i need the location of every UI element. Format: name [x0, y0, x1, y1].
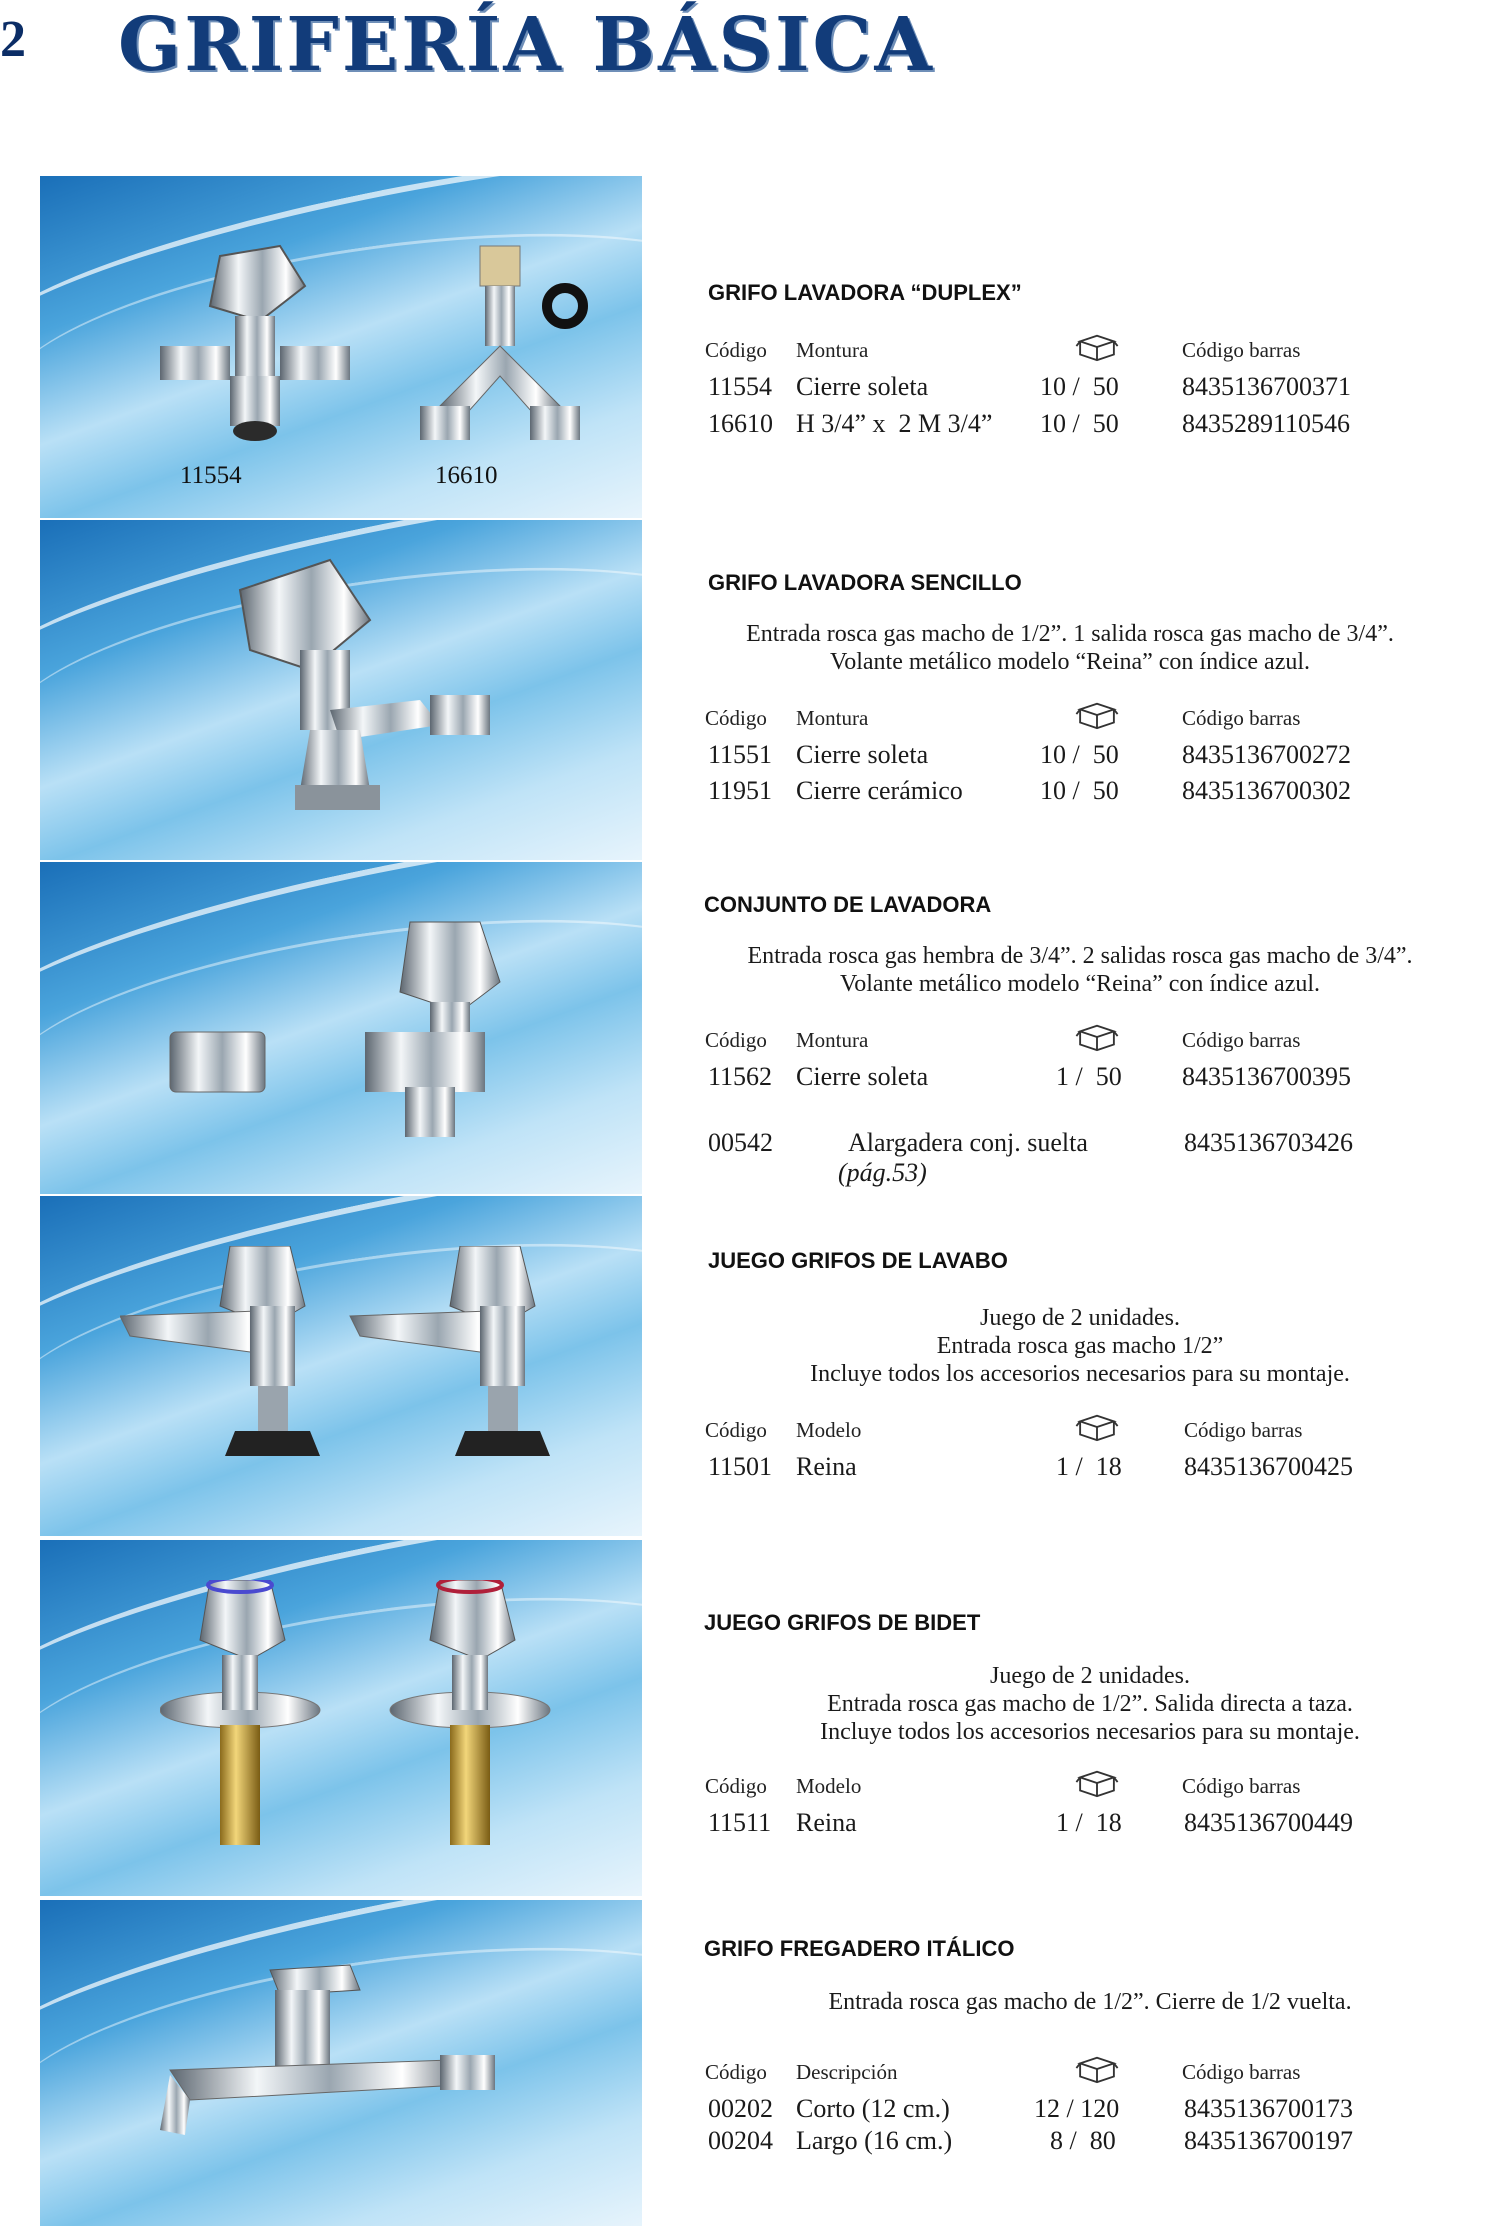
photo-label-16610: 16610 [435, 462, 498, 489]
col-header-barcode: Código barras [1182, 706, 1301, 730]
desc-line: Juego de 2 unidades. [990, 1663, 1190, 1689]
row-pack: 1 / 50 [1056, 1062, 1122, 1091]
row-pack: 10 / 50 [1040, 740, 1119, 769]
row-desc: H 3/4” x 2 M 3/4” [796, 409, 993, 438]
section-title: GRIFO LAVADORA “DUPLEX” [708, 280, 1022, 305]
product-photo-lavabo [40, 1196, 642, 1536]
desc-line: Entrada rosca gas macho de 1/2”. Salida directa a taza. [827, 1691, 1353, 1717]
duplex-tap-image [140, 226, 640, 486]
col-header-descripcion: Descripción [796, 2060, 898, 2084]
col-header-modelo: Modelo [796, 1774, 862, 1798]
row-code: 00202 [708, 2094, 773, 2123]
box-package-icon [1075, 1022, 1119, 1052]
col-header-barcode: Código barras [1182, 1028, 1301, 1052]
box-package-icon [1075, 332, 1119, 362]
product-photo-fregadero [40, 1900, 642, 2226]
row-barcode: 8435136700425 [1184, 1452, 1353, 1481]
row-code: 11511 [708, 1808, 772, 1837]
row-desc: Corto (12 cm.) [796, 2094, 950, 2123]
col-header-code: Código [705, 1418, 767, 1442]
section-bidet [40, 1540, 1480, 1896]
col-header-code: Código [705, 1028, 767, 1052]
col-header-barcode: Código barras [1184, 1418, 1303, 1442]
section-title: JUEGO GRIFOS DE BIDET [704, 1610, 981, 1635]
row-pack: 1 / 18 [1056, 1808, 1122, 1837]
desc-line: Entrada rosca gas macho de 1/2”. 1 salida rosca gas macho de 3/4”. [746, 621, 1394, 647]
desc-line: Volante metálico modelo “Reina” con índice azul. [839, 971, 1321, 997]
desc-line: Volante metálico modelo “Reina” con índice azul. [829, 649, 1311, 675]
row-code: 11551 [708, 740, 773, 769]
box-package-icon [1075, 1412, 1119, 1442]
product-photo-conjunto [40, 862, 642, 1194]
col-header-code: Código [705, 338, 767, 362]
box-package-icon [1075, 700, 1119, 730]
row-desc: Cierre cerámico [796, 776, 963, 805]
section-conjunto-lavadora [40, 862, 1480, 1194]
row-desc: Cierre soleta [796, 740, 929, 769]
row-barcode: 8435136700272 [1182, 740, 1351, 769]
row-desc: Cierre soleta [796, 1062, 929, 1091]
product-photo-sencillo [40, 520, 642, 860]
box-package-icon [1075, 2054, 1119, 2084]
row-barcode: 8435136700395 [1182, 1062, 1351, 1091]
row-pack: 10 / 50 [1040, 776, 1119, 805]
sencillo-tap-image [220, 550, 580, 830]
row-code: 11951 [708, 776, 773, 805]
col-header-modelo: Modelo [796, 1418, 862, 1442]
col-header-code: Código [705, 1774, 767, 1798]
desc-line: Incluye todos los accesorios necesarios para su montaje. [820, 1719, 1360, 1745]
section-description [660, 1304, 1500, 1388]
section-lavadora-sencillo [40, 520, 1480, 860]
section-description [660, 942, 1500, 998]
desc-line: Juego de 2 unidades. [980, 1305, 1180, 1331]
section-title: GRIFO FREGADERO ITÁLICO [704, 1936, 1015, 1961]
row-barcode: 8435136700371 [1182, 372, 1351, 401]
conjunto-tap-image [150, 902, 570, 1172]
section-title: CONJUNTO DE LAVADORA [704, 892, 992, 917]
col-header-montura: Montura [796, 706, 869, 730]
product-photo-duplex [40, 176, 642, 518]
section-duplex [40, 176, 1480, 518]
section-description [660, 1662, 1500, 1746]
fregadero-tap-image [150, 1960, 570, 2180]
col-header-montura: Montura [796, 338, 869, 362]
extra-page-ref: (pág.53) [838, 1158, 927, 1187]
photo-label-11554: 11554 [180, 462, 242, 489]
row-desc: Reina [796, 1452, 857, 1481]
row-desc: Largo (16 cm.) [796, 2126, 953, 2155]
row-pack: 8 / 80 [1050, 2126, 1116, 2155]
row-code: 00204 [708, 2126, 773, 2155]
row-desc: Cierre soleta [796, 372, 929, 401]
desc-line: Entrada rosca gas macho de 1/2”. Cierre de 1/2 vuelta. [828, 1989, 1352, 2015]
row-code: 11554 [708, 372, 773, 401]
section-lavabo [40, 1196, 1480, 1536]
col-header-barcode: Código barras [1182, 2060, 1301, 2084]
row-code: 16610 [708, 409, 773, 438]
extra-barcode: 8435136703426 [1184, 1128, 1353, 1157]
desc-line: Entrada rosca gas hembra de 3/4”. 2 salidas rosca gas macho de 3/4”. [747, 943, 1413, 969]
row-desc: Reina [796, 1808, 857, 1837]
lavabo-taps-image [120, 1246, 600, 1506]
row-pack: 1 / 18 [1056, 1452, 1122, 1481]
row-code: 11562 [708, 1062, 773, 1091]
section-title: JUEGO GRIFOS DE LAVABO [708, 1248, 1008, 1273]
extra-code: 00542 [708, 1128, 773, 1157]
row-barcode: 8435136700197 [1184, 2126, 1353, 2155]
bidet-taps-image [160, 1580, 580, 1870]
page-number: 2 [0, 11, 26, 68]
extra-desc: Alargadera conj. suelta [848, 1128, 1088, 1157]
row-barcode: 8435289110546 [1182, 409, 1351, 438]
row-pack: 12 / 120 [1034, 2094, 1120, 2123]
section-description [660, 1988, 1500, 2016]
row-barcode: 8435136700449 [1184, 1808, 1353, 1837]
section-title: GRIFO LAVADORA SENCILLO [708, 570, 1022, 595]
desc-line: Entrada rosca gas macho 1/2” [936, 1333, 1224, 1359]
col-header-code: Código [705, 706, 767, 730]
col-header-code: Código [705, 2060, 767, 2084]
col-header-barcode: Código barras [1182, 338, 1301, 362]
row-code: 11501 [708, 1452, 773, 1481]
row-barcode: 8435136700173 [1184, 2094, 1353, 2123]
col-header-barcode: Código barras [1182, 1774, 1301, 1798]
row-pack: 10 / 50 [1040, 372, 1119, 401]
section-description [660, 620, 1480, 676]
col-header-montura: Montura [796, 1028, 869, 1052]
desc-line: Incluye todos los accesorios necesarios para su montaje. [810, 1361, 1350, 1387]
page-title: GRIFERÍA BÁSICA [118, 2, 935, 88]
box-package-icon [1075, 1768, 1119, 1798]
product-photo-bidet [40, 1540, 642, 1896]
section-fregadero [40, 1900, 1480, 2226]
row-pack: 10 / 50 [1040, 409, 1119, 438]
row-barcode: 8435136700302 [1182, 776, 1351, 805]
